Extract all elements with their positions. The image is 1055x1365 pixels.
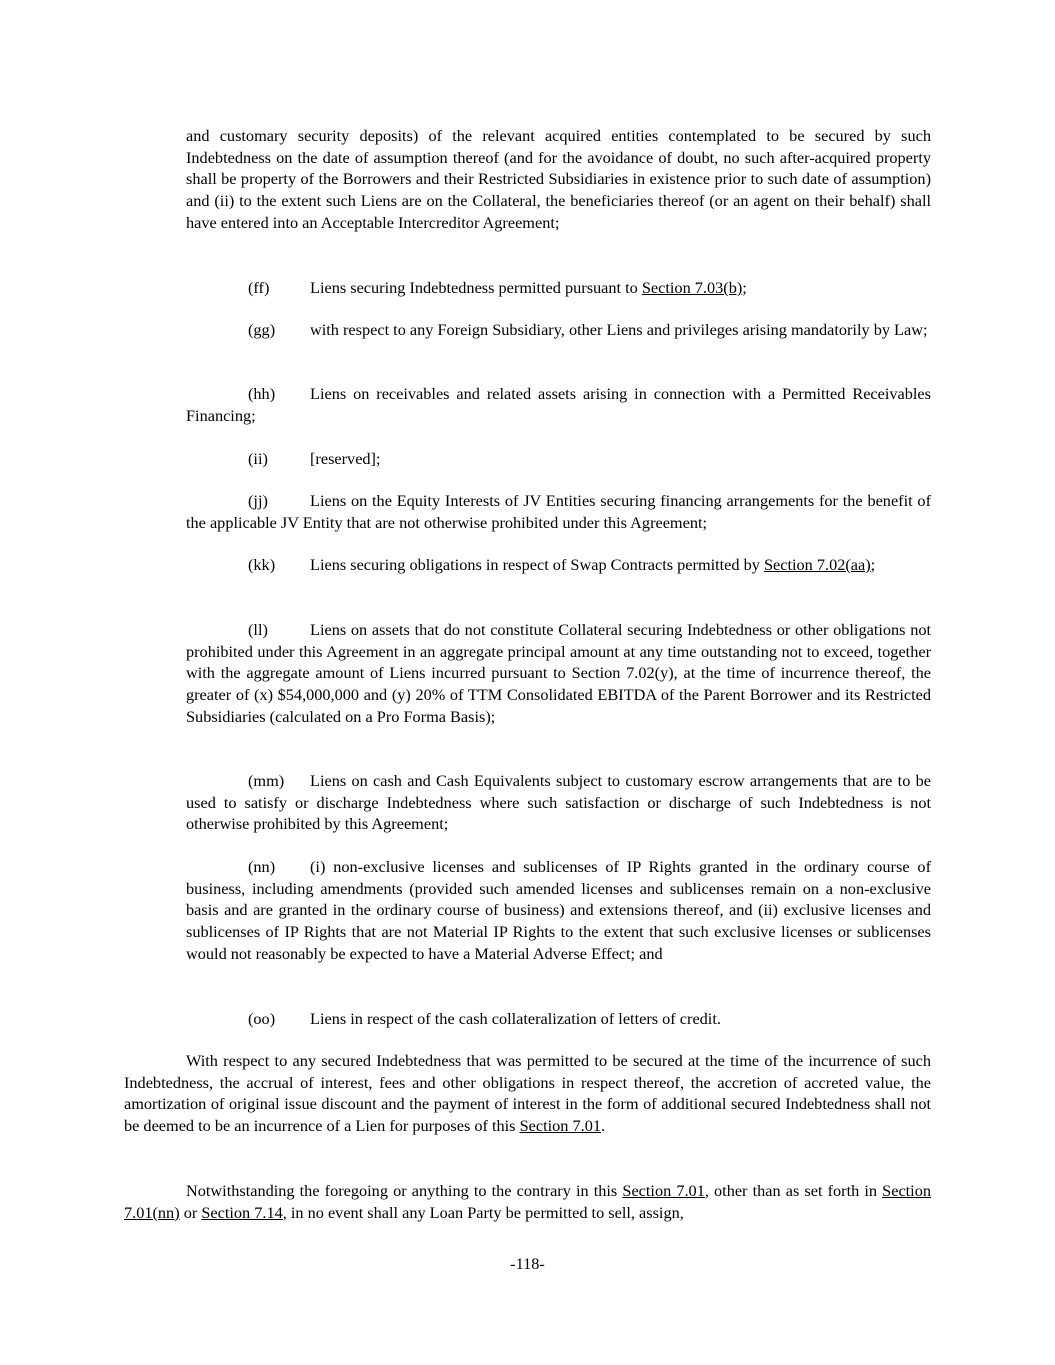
clause-text: Liens on cash and Cash Equivalents subject to customary escrow arrangements that are to be used to satisfy or discharge Indebtedness where such satisfaction or discharge of such Indebtedness is not otherwise prohibited by this Agreement; [186, 771, 931, 834]
clause-text: with respect to any Foreign Subsidiary, other Liens and privileges arising mandatorily by Law; [310, 320, 928, 339]
clause-text: Liens on the Equity Interests of JV Entities securing financing arrangements for the benefit of the applicable JV Entity that are not otherwise prohibited under this Agreement; [186, 491, 931, 532]
clause-label: (ii) [248, 449, 268, 468]
clause-label: (hh) [248, 384, 276, 403]
section-reference-link[interactable]: Section 7.02(aa) [763, 555, 871, 574]
paragraph-text: , other than as set forth in [704, 1181, 883, 1200]
clause-label: (gg) [248, 320, 276, 339]
clause-label: (kk) [248, 555, 276, 574]
clause-text: Liens securing Indebtedness permitted pursuant to [310, 278, 642, 297]
clause-label: (ll) [248, 620, 268, 639]
clause-label: (nn) [248, 857, 276, 876]
clause-hh [186, 383, 931, 426]
section-reference-link[interactable]: Section 7.01 [519, 1116, 601, 1136]
secured-indebtedness-paragraph [124, 1050, 931, 1137]
clause-nn [186, 856, 931, 965]
clause-ff [186, 277, 931, 299]
clause-text: Liens on receivables and related assets arising in connection with a Permitted Receivables Financing; [186, 384, 931, 425]
section-reference-link[interactable]: Section 7.01(nn) [124, 1181, 931, 1222]
clause-label: (jj) [248, 491, 268, 510]
clause-text-end: ; [870, 555, 876, 574]
clause-text: Liens in respect of the cash collateralization of letters of credit. [310, 1009, 721, 1028]
clause-text: Liens securing obligations in respect of Swap Contracts permitted by [310, 555, 764, 574]
continuation-paragraph: and customary security deposits) of the relevant acquired entities contemplated to be secured by such Indebtedness on the date of assumption thereof (and for the avoidance of doubt, no such after-acquired property shall be property of the Borrowers and their Restricted Subsidiaries in existence prior to such date of assumption) and (ii) to the extent such Liens are on the Collateral, the beneficiaries thereof (or an agent on their behalf) shall have entered into an Acceptable Intercreditor Agreement; [186, 126, 931, 232]
clause-jj [186, 490, 931, 533]
clause-label: (oo) [248, 1009, 276, 1028]
clause-kk [186, 554, 931, 576]
clause-label: (mm) [248, 771, 285, 790]
clause-label: (ff) [248, 278, 270, 297]
clause-oo [186, 1008, 931, 1030]
paragraph-text-end: , in no event shall any Loan Party be permitted to sell, assign, [282, 1202, 684, 1222]
paragraph-text: With respect to any secured Indebtedness that was permitted to be secured at the time of the incurrence of such Indebtedness, the accrual of interest, fees and other obligations in respect thereof, the accretion of accreted value, the amortization of original issue discount and the payment of interest in the form of additional secured Indebtedness shall not be deemed to be an incurrence of a Lien for purposes of this [124, 1051, 931, 1136]
clause-ii [186, 448, 931, 470]
clause-text: (i) non-exclusive licenses and sublicenses of IP Rights granted in the ordinary course of business, including amendments (provided such amended licenses and sublicenses remain on a non-exclusive basis and are granted in the ordinary course of business) and extensions thereof, and (ii) exclusive licenses and sublicenses of IP Rights that are not Material IP Rights to the extent that such exclusive licenses or sublicenses would not reasonably be expected to have a Material Adverse Effect; and [186, 857, 931, 963]
section-reference-link[interactable]: Section 7.01 [622, 1181, 705, 1200]
paragraph-text: Notwithstanding the foregoing or anything to the contrary in this [186, 1181, 623, 1200]
clause-text: Liens on assets that do not constitute Collateral securing Indebtedness or other obligations not prohibited under this Agreement in an aggregate principal amount at any time outstanding not to exceed, together with the aggregate amount of Liens incurred pursuant to Section 7.02(y), at the time of incurrence thereof, the greater of (x) $54,000,000 and (y) 20% of TTM Consolidated EBITDA of the Parent Borrower and its Restricted Subsidiaries (calculated on a Pro Forma Basis); [186, 620, 931, 726]
paragraph-text-end: . [600, 1116, 606, 1136]
section-reference-link[interactable]: Section 7.03(b) [641, 278, 743, 297]
page-number: -118- [510, 1254, 545, 1273]
clause-text-end: ; [742, 278, 747, 297]
clause-text: [reserved]; [310, 449, 381, 468]
paragraph-text: or [179, 1202, 202, 1222]
section-reference-link[interactable]: Section 7.14 [201, 1202, 283, 1222]
clause-gg [186, 319, 931, 341]
clause-ll [186, 619, 931, 728]
clause-mm [186, 770, 931, 835]
notwithstanding-paragraph [124, 1180, 931, 1223]
